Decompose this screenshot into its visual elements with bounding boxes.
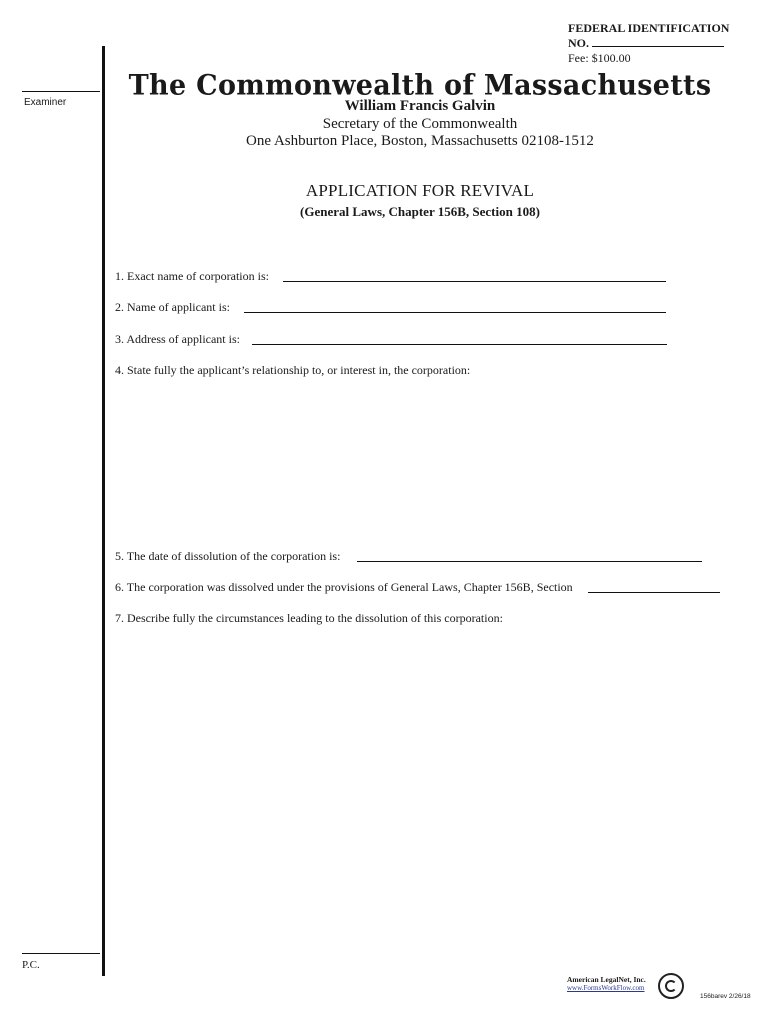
field-6-label: 6. The corporation was dissolved under the provisions of General Laws, Chapter 156B, Section: [115, 580, 573, 594]
applicant-name-input[interactable]: [244, 312, 666, 313]
publisher-name: American LegalNet, Inc.: [567, 975, 646, 984]
secretary-title: Secretary of the Commonwealth: [322, 116, 518, 132]
corporation-name-input[interactable]: [283, 281, 666, 282]
examiner-signature-line[interactable]: [22, 91, 100, 92]
federal-id-block: [568, 21, 729, 66]
left-margin-rule: [102, 46, 105, 976]
federal-id-field[interactable]: [592, 36, 724, 47]
examiner-label: Examiner: [24, 97, 67, 108]
commonwealth-title: The Commonwealth of Massachusetts: [128, 69, 712, 102]
circumstances-text-area[interactable]: [115, 628, 715, 948]
revision-code: 156barev 2/26/18: [700, 993, 751, 1000]
pc-signature-line[interactable]: [22, 953, 100, 954]
federal-id-no-label: NO.: [568, 36, 589, 50]
publisher-logo-icon: [658, 973, 684, 999]
field-3-label: 3. Address of applicant is:: [115, 332, 240, 346]
field-4-label: 4. State fully the applicant’s relationship to, or interest in, the corporation:: [115, 363, 471, 377]
section-number-input[interactable]: [588, 592, 720, 593]
dissolution-date-input[interactable]: [357, 561, 702, 562]
field-7-label: 7. Describe fully the circumstances leading to the dissolution of this corporation:: [115, 611, 503, 625]
publisher-link[interactable]: www.FormsWorkFlow.com: [567, 984, 645, 992]
secretary-name: William Francis Galvin: [344, 98, 496, 114]
form-subtitle: (General Laws, Chapter 156B, Section 108): [300, 204, 540, 219]
fee-text: Fee: $100.00: [568, 51, 631, 65]
pc-label: P.C.: [22, 959, 40, 971]
footer-publisher: [567, 975, 646, 993]
field-1-label: 1. Exact name of corporation is:: [115, 269, 269, 283]
field-5-label: 5. The date of dissolution of the corporation is:: [115, 549, 341, 563]
federal-id-label: FEDERAL IDENTIFICATION: [568, 21, 730, 35]
form-title: APPLICATION FOR REVIVAL: [305, 181, 535, 200]
field-2-label: 2. Name of applicant is:: [115, 300, 230, 314]
office-address: One Ashburton Place, Boston, Massachusetts 02108-1512: [246, 133, 594, 149]
applicant-address-input[interactable]: [252, 344, 667, 345]
relationship-text-area[interactable]: [115, 380, 715, 540]
